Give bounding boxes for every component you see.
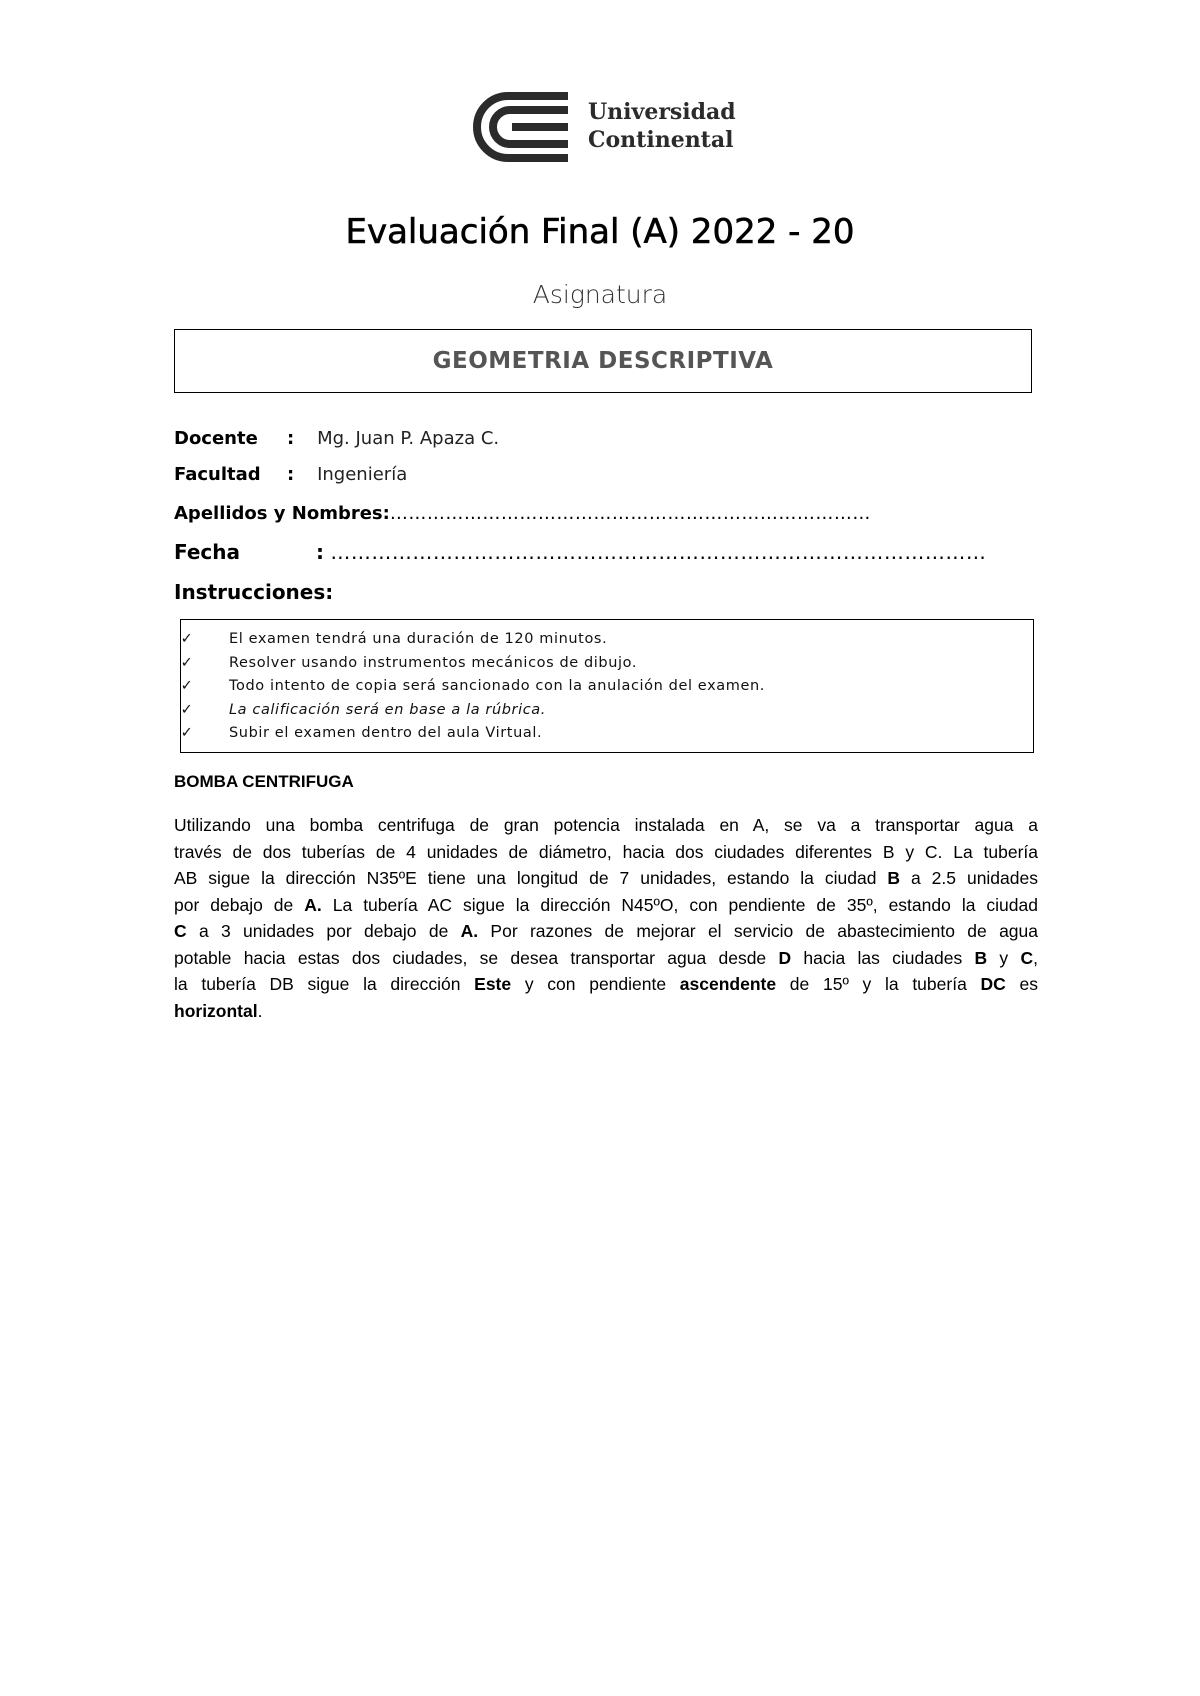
statement-text: por debajo de (174, 894, 305, 915)
instructions-title: Instrucciones: (174, 580, 334, 604)
statement-bold: B (887, 868, 901, 888)
statement-text: , (1033, 947, 1038, 968)
statement-line-4 (174, 892, 1038, 919)
instruction-item (181, 699, 1033, 723)
subject-name: GEOMETRIA DESCRIPTIVA (432, 348, 774, 374)
statement-text: Por razones de mejorar el servicio de abastecimiento de agua (478, 921, 1039, 941)
checkmark-icon: ✓ (180, 631, 194, 647)
docente-value: Mg. Juan P. Apaza C. (317, 428, 500, 449)
instruction-item (181, 652, 1033, 676)
facultad-label: Facultad (174, 464, 261, 485)
subject-label: Asignatura (532, 280, 668, 309)
exam-title: Evaluación Final (A) 2022 - 20 (345, 212, 855, 252)
statement-bold: Este (474, 974, 512, 994)
statement-line-6 (174, 945, 1038, 972)
statement-line-7 (174, 971, 1038, 998)
subject-box (174, 329, 1032, 393)
statement-text: a 2.5 unidades (900, 868, 1038, 888)
apellidos-dots: …………………………………………………………………… (389, 503, 871, 524)
statement-text: a 3 unidades por debajo de (186, 921, 461, 941)
instruction-text: Todo intento de copia será sancionado con la anulación del examen. (229, 678, 765, 694)
statement-bold: horizontal (174, 1000, 258, 1021)
statement-bold: A. (460, 921, 479, 941)
fecha-row (174, 540, 986, 564)
instructions-list (181, 628, 1033, 746)
logo-line-2: Continental (588, 127, 734, 153)
fecha-label: Fecha (174, 540, 241, 564)
university-logo (468, 92, 738, 162)
instruction-item (181, 628, 1033, 652)
apellidos-label: Apellidos y Nombres: (174, 503, 390, 524)
instruction-text: La calificación será en base a la rúbrica. (229, 701, 547, 718)
statement-text: y con pendiente (511, 974, 680, 994)
statement-bold: DC (980, 974, 1006, 994)
statement-line-2: través de dos tuberías de 4 unidades de diámetro, hacia dos ciudades diferentes B y C. La tubería (174, 841, 1038, 862)
statement-line-5 (174, 918, 1038, 945)
statement-text: y (987, 947, 1021, 968)
facultad-row (174, 464, 407, 485)
statement-bold: C (174, 921, 187, 941)
checkmark-icon: ✓ (180, 654, 194, 671)
instruction-item (181, 722, 1033, 746)
statement-text: AB sigue la dirección N35ºE tiene una longitud de 7 unidades, estando la ciudad (174, 868, 888, 888)
statement-bold: C (1020, 947, 1034, 968)
problem-statement (174, 812, 1038, 1024)
instruction-text: Resolver usando instrumentos mecánicos de dibujo. (229, 654, 638, 671)
facultad-colon: : (287, 464, 295, 485)
logo-mark-icon (468, 92, 572, 162)
instruction-text: Subir el examen dentro del aula Virtual. (229, 725, 543, 741)
statement-text: La tubería AC sigue la dirección N45ºO, con pendiente de 35º, estando la ciudad (321, 894, 1038, 915)
statement-bold: A. (304, 894, 322, 915)
statement-text: potable hacia estas dos ciudades, se desea transportar agua desde (174, 947, 779, 968)
logo-line-1: Universidad (588, 99, 736, 125)
statement-text: la tubería DB sigue la dirección (174, 974, 475, 994)
instruction-item (181, 675, 1033, 699)
statement-text: . (257, 1000, 263, 1021)
statement-line-1: Utilizando una bomba centrifuga de gran potencia instalada en A, se va a transportar agua a (174, 815, 1038, 835)
facultad-value: Ingeniería (317, 464, 408, 485)
checkmark-icon: ✓ (180, 725, 194, 741)
statement-text: hacia las ciudades (791, 947, 975, 968)
logo-text (588, 98, 736, 154)
statement-line-8 (174, 998, 1038, 1025)
fecha-dots: …………………………………………………………………………………… (330, 540, 987, 564)
instruction-text: El examen tendrá una duración de 120 minutos. (229, 631, 608, 647)
instructions-box (180, 619, 1034, 753)
docente-row (174, 428, 499, 449)
checkmark-icon: ✓ (180, 701, 194, 718)
statement-bold: ascendente (679, 974, 777, 994)
fecha-colon: : (316, 540, 324, 564)
problem-title: BOMBA CENTRIFUGA (174, 772, 354, 791)
statement-bold: B (974, 947, 988, 968)
docente-colon: : (287, 428, 295, 449)
statement-text: es (1005, 974, 1038, 994)
statement-text: de 15º y la tubería (776, 974, 981, 994)
apellidos-row (174, 503, 871, 524)
checkmark-icon: ✓ (180, 678, 194, 694)
statement-bold: D (778, 947, 792, 968)
docente-label: Docente (174, 428, 258, 449)
statement-line-3 (174, 865, 1038, 892)
